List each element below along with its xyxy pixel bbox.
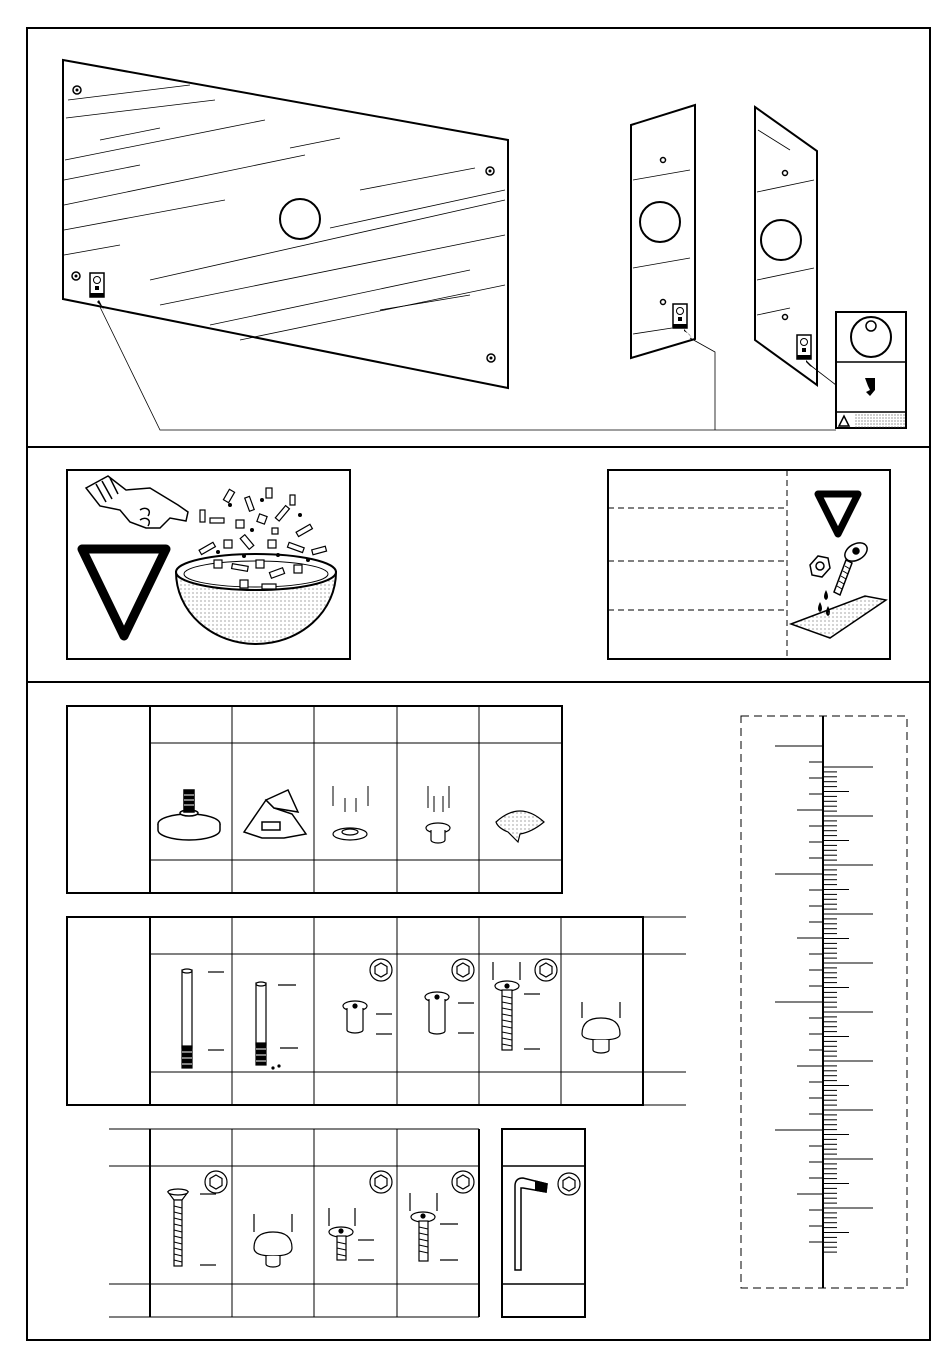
large-panel bbox=[63, 60, 508, 388]
hex-socket-icon bbox=[370, 1171, 392, 1193]
section-panels bbox=[63, 60, 906, 430]
section-warning bbox=[67, 470, 890, 659]
allen-key-box bbox=[502, 1129, 585, 1317]
hex-socket-icon bbox=[452, 959, 474, 981]
hardware-table-1 bbox=[67, 706, 562, 893]
hex-socket-icon bbox=[370, 959, 392, 981]
side-panel-right bbox=[755, 107, 817, 385]
round-cap-large bbox=[254, 1214, 292, 1267]
hardware-table-2 bbox=[67, 917, 686, 1105]
hex-socket-icon bbox=[558, 1173, 580, 1195]
hex-socket-icon bbox=[452, 1171, 474, 1193]
countersunk-screw bbox=[168, 1171, 227, 1266]
hardware-table-3 bbox=[109, 1129, 479, 1317]
hex-socket-icon bbox=[535, 959, 557, 981]
side-panel-left bbox=[631, 105, 695, 358]
small-parts-warning-box bbox=[67, 470, 350, 659]
hex-bolt-medium bbox=[410, 1171, 474, 1261]
hardware-checklist-box bbox=[608, 470, 890, 659]
label-detail bbox=[836, 312, 906, 428]
section-hardware bbox=[67, 706, 907, 1317]
short-hex-bolt bbox=[329, 1171, 392, 1260]
hex-socket-icon bbox=[205, 1171, 227, 1193]
measuring-ruler bbox=[741, 716, 907, 1288]
